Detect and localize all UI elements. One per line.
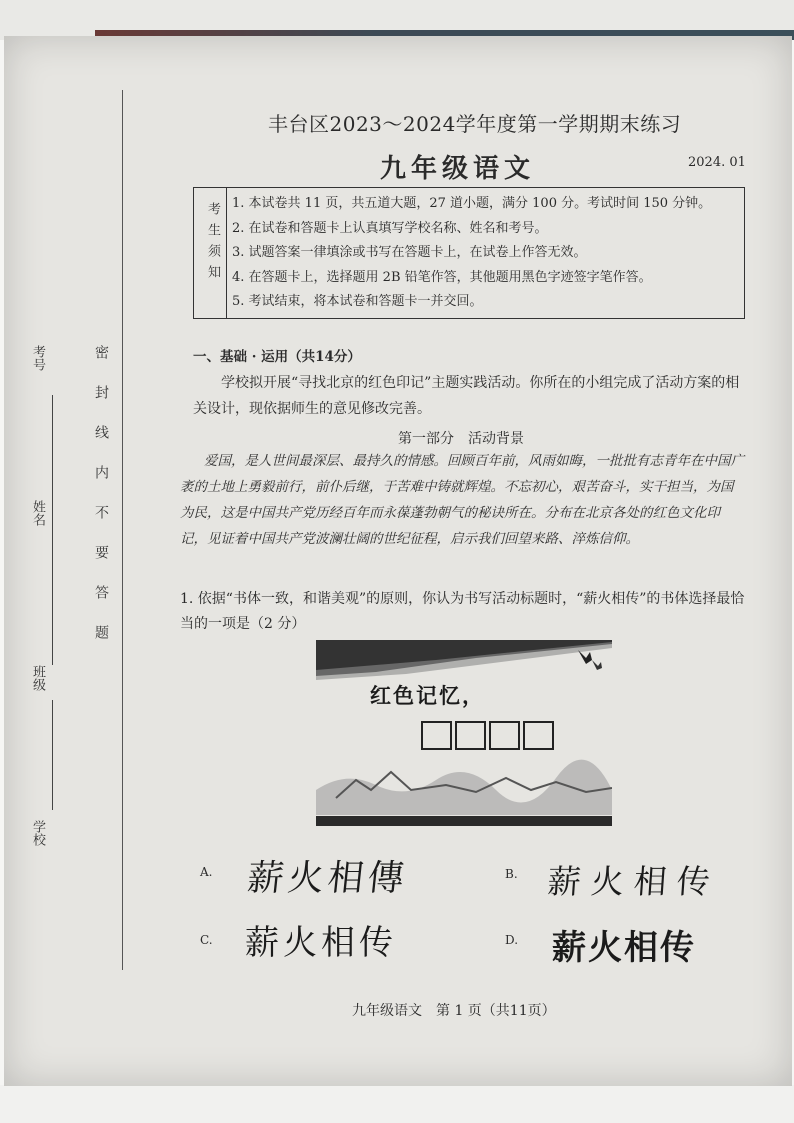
notice-item: 5. 考试结束，将本试卷和答题卡一并交回。 [232, 294, 483, 309]
photo-background-top [0, 0, 794, 40]
option-a-letter: A. [200, 865, 213, 879]
notice-heading: 考生须知 [205, 202, 220, 286]
notice-item: 2. 在试卷和答题卡上认真填写学校名称、姓名和考号。 [232, 220, 548, 236]
option-b-calligraphy: 薪火相传 [546, 862, 722, 901]
bird-icon [592, 660, 602, 670]
notice-heading-cell [194, 188, 227, 318]
background-paragraph: 爱国，是人世间最深层、最持久的情感。回顾百年前，风雨如晦，一批批有志青年在中国广袤的土地上勇毅前行，前仆后继，于苦难中铸就辉煌。不忘初心，艰苦奋斗，实干担当，为国为民，这是中国共产党历经百年而永葆蓬勃朝气的秘诀所在。分布在北京各处的红色文化印记，见证着中国共产党波澜壮阔的世纪征程，启示我们回望来路、淬炼信仰。 [180, 453, 744, 547]
field-label-school: 学校 [30, 820, 45, 846]
banner-main-text: 红色记忆， [370, 684, 485, 708]
option-d-calligraphy: 薪火相传 [552, 928, 696, 968]
placeholder-box [421, 721, 452, 750]
great-wall-mountains [316, 760, 612, 815]
section-intro: 学校拟开展“寻找北京的红色印记”主题实践活动。你所在的小组完成了活动方案的相关设计，现依据师生的意见修改完善。 [193, 375, 740, 417]
notice-item: 1. 本试卷共 11 页，共五道大题，27 道小题，满分 100 分。考试时间 150 分钟。 [232, 196, 712, 211]
question-1: 1. 依据“书体一致，和谐美观”的原则，你认为书写活动标题时，“薪火相传”的书体选择最恰当的一项是（2 分） [180, 591, 745, 632]
placeholder-box [489, 721, 520, 750]
notice-item: 3. 试题答案一律填涂或书写在答题卡上，在试卷上作答无效。 [232, 245, 587, 260]
notice-list [232, 192, 738, 315]
bird-icon [578, 650, 592, 664]
placeholder-box [523, 721, 554, 750]
subject-title: 九年级语文 [380, 154, 536, 184]
field-label-exam-number: 考号 [30, 345, 45, 371]
field-label-class: 班级 [30, 665, 45, 691]
notice-item: 4. 在答题卡上，选择题用 2B 铅笔作答，其他题用黑色字迹签字笔作答。 [232, 269, 652, 285]
name-line [52, 545, 53, 665]
field-label-name: 姓名 [30, 500, 45, 526]
option-c-calligraphy: 薪火相传 [245, 923, 397, 963]
option-c-letter: C. [200, 933, 213, 947]
exam-date: 2024. 01 [688, 155, 746, 170]
section-heading: 一、基础 · 运用（共14分） [193, 349, 361, 365]
seal-text: 密封线内不要答题 [93, 345, 109, 665]
page-footer: 九年级语文 第 1 页（共11页） [352, 1003, 556, 1019]
option-d-letter: D. [505, 933, 519, 947]
title-placeholder-boxes [421, 721, 554, 750]
part-title: 第一部分 活动背景 [398, 431, 524, 447]
candidate-notice-box [193, 187, 745, 319]
placeholder-box [455, 721, 486, 750]
binding-line [122, 90, 123, 970]
class-line [52, 700, 53, 810]
exam-title: 丰台区2023～2024学年度第一学期期末练习 [268, 112, 682, 136]
option-b-letter: B. [505, 867, 518, 881]
exam-number-line [52, 395, 53, 545]
option-a-calligraphy: 薪火相傳 [245, 858, 410, 899]
photo-background-bottom [0, 1085, 794, 1123]
